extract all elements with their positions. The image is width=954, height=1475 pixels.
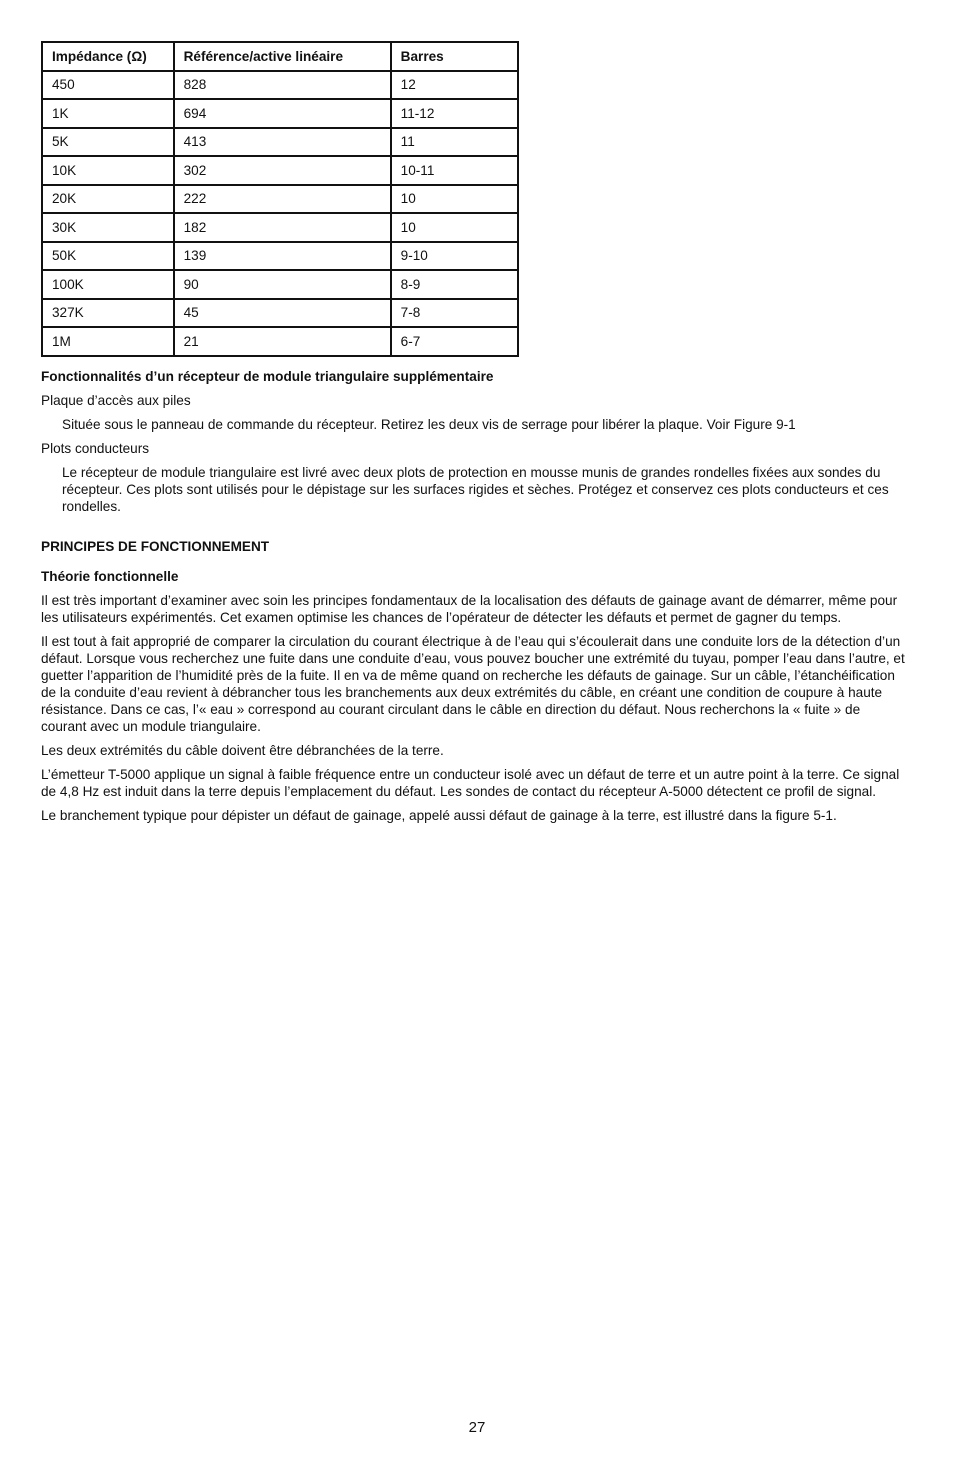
cell-impedance: 20K <box>42 185 174 214</box>
cell-barres: 9-10 <box>391 242 518 271</box>
battery-plate-text: Située sous le panneau de commande du récepteur. Retirez les deux vis de serrage pour libérer la plaque. Voir Figure 9-1 <box>62 416 796 432</box>
table-row <box>42 185 518 214</box>
table-row <box>42 242 518 271</box>
section-heading: PRINCIPES DE FONCTIONNEMENT <box>41 538 270 554</box>
cell-impedance: 450 <box>42 71 174 100</box>
cell-barres: 8-9 <box>391 270 518 299</box>
table-row <box>42 99 518 128</box>
cell-reference: 302 <box>174 156 391 185</box>
cell-barres: 10 <box>391 213 518 242</box>
table-row <box>42 156 518 185</box>
cell-barres: 6-7 <box>391 327 518 356</box>
battery-plate-label: Plaque d’accès aux piles <box>41 392 191 408</box>
body-paragraph: Les deux extrémités du câble doivent être débranchées de la terre. <box>41 742 444 758</box>
cell-reference: 222 <box>174 185 391 214</box>
body-paragraph: Le branchement typique pour dépister un défaut de gainage, appelé aussi défaut de gainage à la terre, est illustré dans la figure 5-1. <box>41 807 837 823</box>
header-impedance: Impédance (Ω) <box>42 42 174 71</box>
cell-barres: 7-8 <box>391 299 518 328</box>
cell-barres: 11-12 <box>391 99 518 128</box>
cell-impedance: 1K <box>42 99 174 128</box>
cell-impedance: 30K <box>42 213 174 242</box>
header-reference: Référence/active linéaire <box>174 42 391 71</box>
cell-barres: 10-11 <box>391 156 518 185</box>
page-number: 27 <box>468 1419 486 1436</box>
body-paragraph: Il est très important d’examiner avec soin les principes fondamentaux de la localisation des défauts de gainage avant de démarrer, même pour les utilisateurs expérimentés. Cet examen optimise les chances de l’opérateur de détecter les défauts et permet de gagner du temps. <box>41 592 898 625</box>
cell-reference: 45 <box>174 299 391 328</box>
cell-barres: 10 <box>391 185 518 214</box>
table-row <box>42 128 518 157</box>
features-heading: Fonctionnalités d’un récepteur de module triangulaire supplémentaire <box>41 368 494 384</box>
table-header-row <box>42 42 518 71</box>
cell-barres: 11 <box>391 128 518 157</box>
page-content <box>41 41 907 824</box>
cell-reference: 828 <box>174 71 391 100</box>
cell-reference: 139 <box>174 242 391 271</box>
cell-reference: 694 <box>174 99 391 128</box>
cell-impedance: 1M <box>42 327 174 356</box>
table-row <box>42 213 518 242</box>
cell-reference: 413 <box>174 128 391 157</box>
header-barres: Barres <box>391 42 518 71</box>
table-row <box>42 71 518 100</box>
cell-impedance: 100K <box>42 270 174 299</box>
cell-impedance: 50K <box>42 242 174 271</box>
table-row <box>42 327 518 356</box>
impedance-table <box>41 41 519 357</box>
conductive-pads-label: Plots conducteurs <box>41 440 150 456</box>
cell-impedance: 5K <box>42 128 174 157</box>
table-row <box>42 270 518 299</box>
body-paragraph: Il est tout à fait approprié de comparer la circulation du courant électrique à de l’eau qui s’écoulerait dans une conduite lors de la détection d’un défaut. Lorsque vous recherchez une fuite dans une conduite d’eau, vous pouvez boucher une extrémité du tuyau, pomper l’eau dans l’autre, et guetter l’apparition de l’humidité près de la fuite. Il en va de même quand on recherche les défauts de gainage. Sur un câble, l’étanchéification de la conduite d’eau revient à débrancher tous les branchements aux deux extrémités du câble, en créant une condition de coupure à haute résistance. Dans ce cas, l’« eau » correspond au courant circulant dans le câble en direction du défaut. Nous recherchons la « fuite » de courant avec un module triangulaire. <box>41 633 905 734</box>
cell-reference: 90 <box>174 270 391 299</box>
body-paragraph: L’émetteur T-5000 applique un signal à faible fréquence entre un conducteur isolé avec un défaut de terre et un autre point à la terre. Ce signal de 4,8 Hz est induit dans la terre depuis l’emplacement du défaut. Les sondes de contact du récepteur A-5000 détectent ce profil de signal. <box>41 766 900 799</box>
cell-reference: 21 <box>174 327 391 356</box>
cell-impedance: 10K <box>42 156 174 185</box>
conductive-pads-text: Le récepteur de module triangulaire est livré avec deux plots de protection en mousse munis de grandes rondelles fixées aux sondes du récepteur. Ces plots sont utilisés pour le dépistage sur les surfaces rigides et sèches. Protégez et conservez ces plots conducteurs et ces rondelles. <box>62 464 889 514</box>
cell-reference: 182 <box>174 213 391 242</box>
table-row <box>42 299 518 328</box>
cell-barres: 12 <box>391 71 518 100</box>
cell-impedance: 327K <box>42 299 174 328</box>
subsection-heading: Théorie fonctionnelle <box>41 568 179 584</box>
